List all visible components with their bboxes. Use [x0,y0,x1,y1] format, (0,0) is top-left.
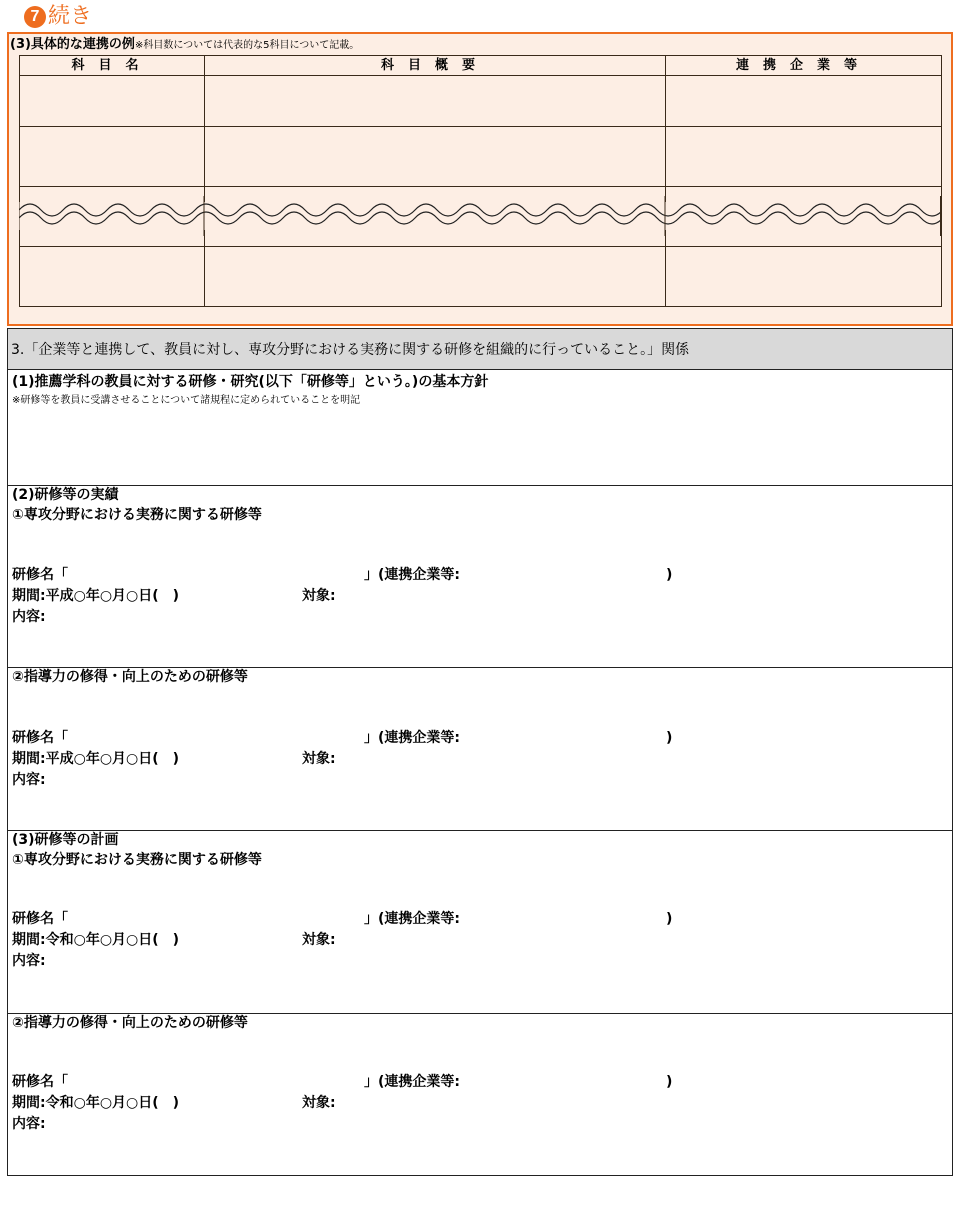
section-badge [24,4,92,30]
results-practical-subtitle: ①専攻分野における実務に関する研修等 [12,507,262,523]
training-name-label: 研修名「 [12,911,68,927]
table-cell[interactable] [20,127,205,187]
table-cell[interactable] [666,247,942,307]
col-subject-name: 科目名 [20,56,205,76]
table-cell[interactable] [205,76,666,127]
section-heading-bar: 3.「企業等と連携して、教員に対し、専攻分野における実務に関する研修を組織的に行っていること。」関係 [7,328,953,370]
partner-close: ) [666,730,673,746]
plans-teaching-panel[interactable] [7,1014,953,1176]
partner-close: ) [666,911,673,927]
table-cell[interactable] [205,247,666,307]
col-subject-summary: 科目概要 [205,56,666,76]
policy-title: (1)推薦学科の教員に対する研修・研究(以下「研修等」という。)の基本方針 [12,374,489,390]
content-label: 内容: [12,953,46,969]
linkage-table [19,55,942,307]
training-name-label: 研修名「 [12,1074,68,1090]
linkage-examples-note: ※科目数については代表的な5科目について記載。 [134,40,360,51]
table-cell[interactable] [20,247,205,307]
results-title: (2)研修等の実績 [12,487,119,503]
badge-label: 続き [48,4,93,29]
policy-panel[interactable] [7,370,953,486]
partner-close: ) [666,567,673,583]
period-label: 期間:平成○年○月○日( ) [12,588,180,604]
content-label: 内容: [12,772,46,788]
plans-practical-subtitle: ①専攻分野における実務に関する研修等 [12,852,262,868]
plans-title: (3)研修等の計画 [12,832,119,848]
content-label: 内容: [12,609,46,625]
table-cell[interactable] [666,127,942,187]
results-teaching-panel[interactable] [7,668,953,831]
target-label: 対象: [302,751,336,767]
partner-label: 」(連携企業等: [364,911,460,927]
partner-label: 」(連携企業等: [364,730,460,746]
badge-number: 7 [24,6,46,28]
training-name-label: 研修名「 [12,730,68,746]
period-label: 期間:平成○年○月○日( ) [12,751,180,767]
target-label: 対象: [302,588,336,604]
table-row [20,76,942,127]
table-row [20,247,942,307]
period-label: 期間:令和○年○月○日( ) [12,1095,180,1111]
table-cell[interactable] [205,127,666,187]
target-label: 対象: [302,932,336,948]
linkage-examples-heading: (3)具体的な連携の例 [10,37,135,52]
training-name-label: 研修名「 [12,567,68,583]
table-cell[interactable] [666,76,942,127]
results-teaching-subtitle: ②指導力の修得・向上のための研修等 [12,669,248,685]
partner-close: ) [666,1074,673,1090]
partner-label: 」(連携企業等: [364,567,460,583]
col-partner-company: 連携企業等 [666,56,942,76]
plans-practical-panel[interactable] [7,831,953,1014]
results-practical-panel[interactable] [7,486,953,668]
target-label: 対象: [302,1095,336,1111]
table-cell[interactable] [20,76,205,127]
table-row [20,127,942,187]
plans-teaching-subtitle: ②指導力の修得・向上のための研修等 [12,1015,248,1031]
table-header-row [20,56,942,76]
omission-wave-icon [19,196,941,236]
period-label: 期間:令和○年○月○日( ) [12,932,180,948]
content-label: 内容: [12,1116,46,1132]
policy-note: ※研修等を教員に受講させることについて諸規程に定められていることを明記 [12,395,361,406]
partner-label: 」(連携企業等: [364,1074,460,1090]
linkage-examples-title [10,36,359,55]
